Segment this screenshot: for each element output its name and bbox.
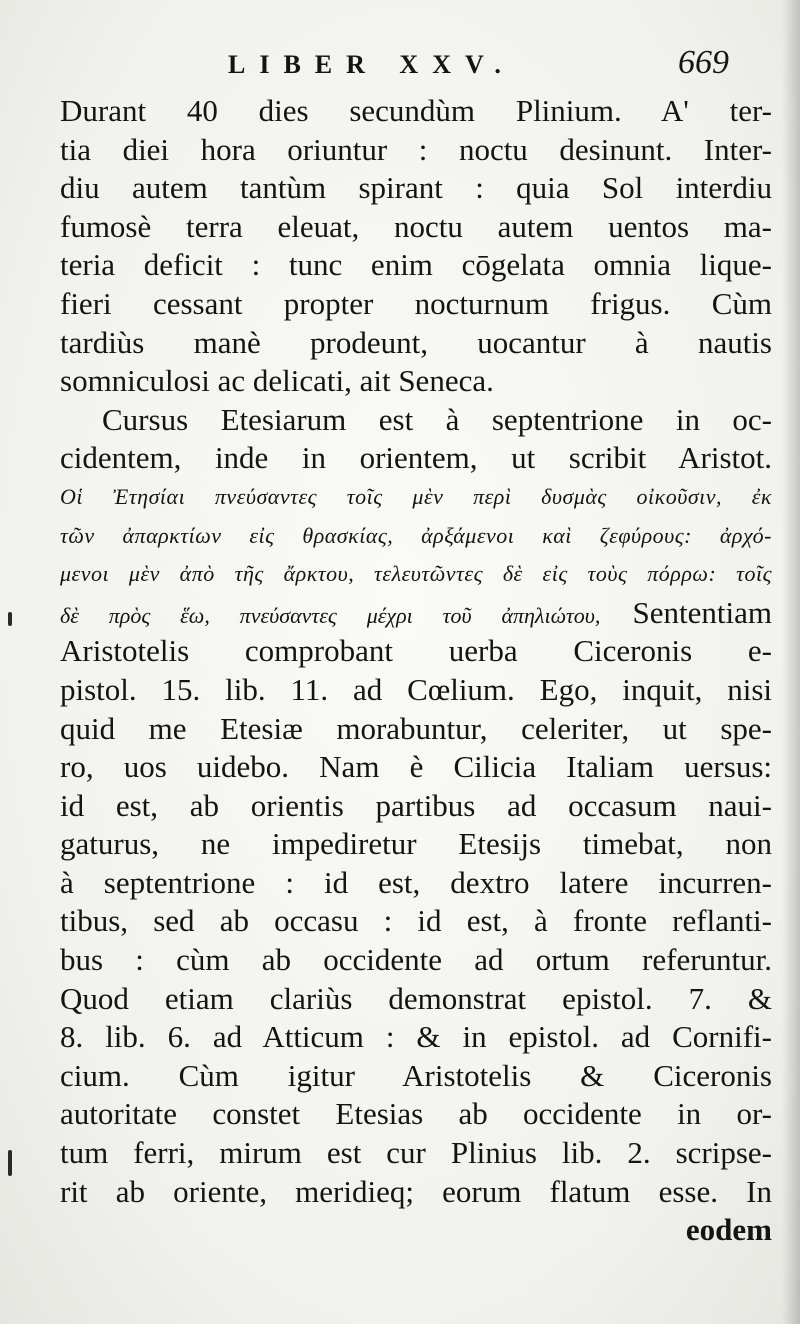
text-line: fumosè terra eleuat, noctu autem uentos ma-: [60, 208, 772, 244]
text-line: Aristotelis comprobant uerba Ciceronis e-: [60, 633, 772, 669]
page-header: [0, 44, 800, 88]
running-head: LIBER XXV.: [228, 50, 515, 79]
text-line: ro, uos uidebo. Nam è Cilicia Italiam uersus:: [60, 749, 772, 785]
text-line: cium. Cùm igitur Aristotelis & Ciceronis: [60, 1057, 772, 1093]
text-line: tia diei hora oriuntur : noctu desinunt. Inter-: [60, 131, 772, 167]
text-line: Quod etiam clariùs demonstrat epistol. 7. &: [60, 980, 772, 1016]
text-line: tibus, sed ab occasu : id est, à fronte reflanti-: [60, 903, 772, 939]
page-edge-shadow: [782, 0, 800, 1324]
greek-line: Οἱ Ἐτησίαι πνεύσαντες τοῖς μὲν περὶ δυσμὰς οἰκοῦσιν, ἐκ: [60, 483, 772, 509]
latin-fragment: Sententiam: [632, 594, 772, 630]
margin-mark: [8, 612, 12, 626]
text-line: gaturus, ne impediretur Etesijs timebat, non: [60, 826, 772, 862]
greek-line: τῶν ἀπαρκτίων εἰς θρασκίας, ἀρξάμενοι καὶ ζεφύρους: ἀρχό-: [60, 522, 772, 548]
text-line: somniculosi ac delicati, ait Seneca.: [60, 363, 494, 399]
text-line: Durant 40 dies secundùm Plinium. A' ter-: [60, 93, 772, 128]
text-line: 8. lib. 6. ad Atticum : & in epistol. ad Cornifi-: [60, 1019, 772, 1055]
text-line: autoritate constet Etesias ab occidente in or-: [60, 1096, 772, 1132]
text-line: diu autem tantùm spirant : quia Sol interdiu: [60, 170, 772, 206]
text-line: bus : cùm ab occidente ad ortum referuntur.: [60, 942, 772, 978]
text-line: Cursus Etesiarum est à septentrione in oc-: [102, 401, 772, 437]
margin-mark: [8, 1150, 12, 1176]
text-line: tum ferri, mirum est cur Plinius lib. 2. scripse-: [60, 1135, 772, 1171]
greek-line: μενοι μὲν ἀπὸ τῆς ἄρκτου, τελευτῶντες δὲ εἰς τοὺς πόρρω: τοῖς: [60, 561, 772, 587]
text-line: id est, ab orientis partibus ad occasum naui-: [60, 787, 772, 823]
text-line: tardiùs manè prodeunt, uocantur à nautis: [60, 324, 772, 360]
text-line: fieri cessant propter nocturnum frigus. Cùm: [60, 285, 772, 321]
body-text: [60, 92, 772, 1250]
catchword: eodem: [685, 1212, 772, 1248]
mixed-line: [60, 594, 772, 633]
page-number: 669: [678, 44, 729, 81]
text-line: à septentrione : id est, dextro latere incurren-: [60, 864, 772, 900]
text-line: rit ab oriente, meridieq; eorum flatum esse. In: [60, 1173, 772, 1209]
greek-fragment: δὲ πρὸς ἕω, πνεύσαντες μέχρι τοῦ ἀπηλιώτου,: [60, 602, 601, 628]
text-line: quid me Etesiæ morabuntur, celeriter, ut spe-: [60, 710, 772, 746]
text-line: pistol. 15. lib. 11. ad Cœlium. Ego, inquit, nisi: [60, 671, 772, 707]
text-line: teria deficit : tunc enim cōgelata omnia lique-: [60, 247, 772, 283]
text-line: cidentem, inde in orientem, ut scribit Aristot.: [60, 440, 772, 476]
